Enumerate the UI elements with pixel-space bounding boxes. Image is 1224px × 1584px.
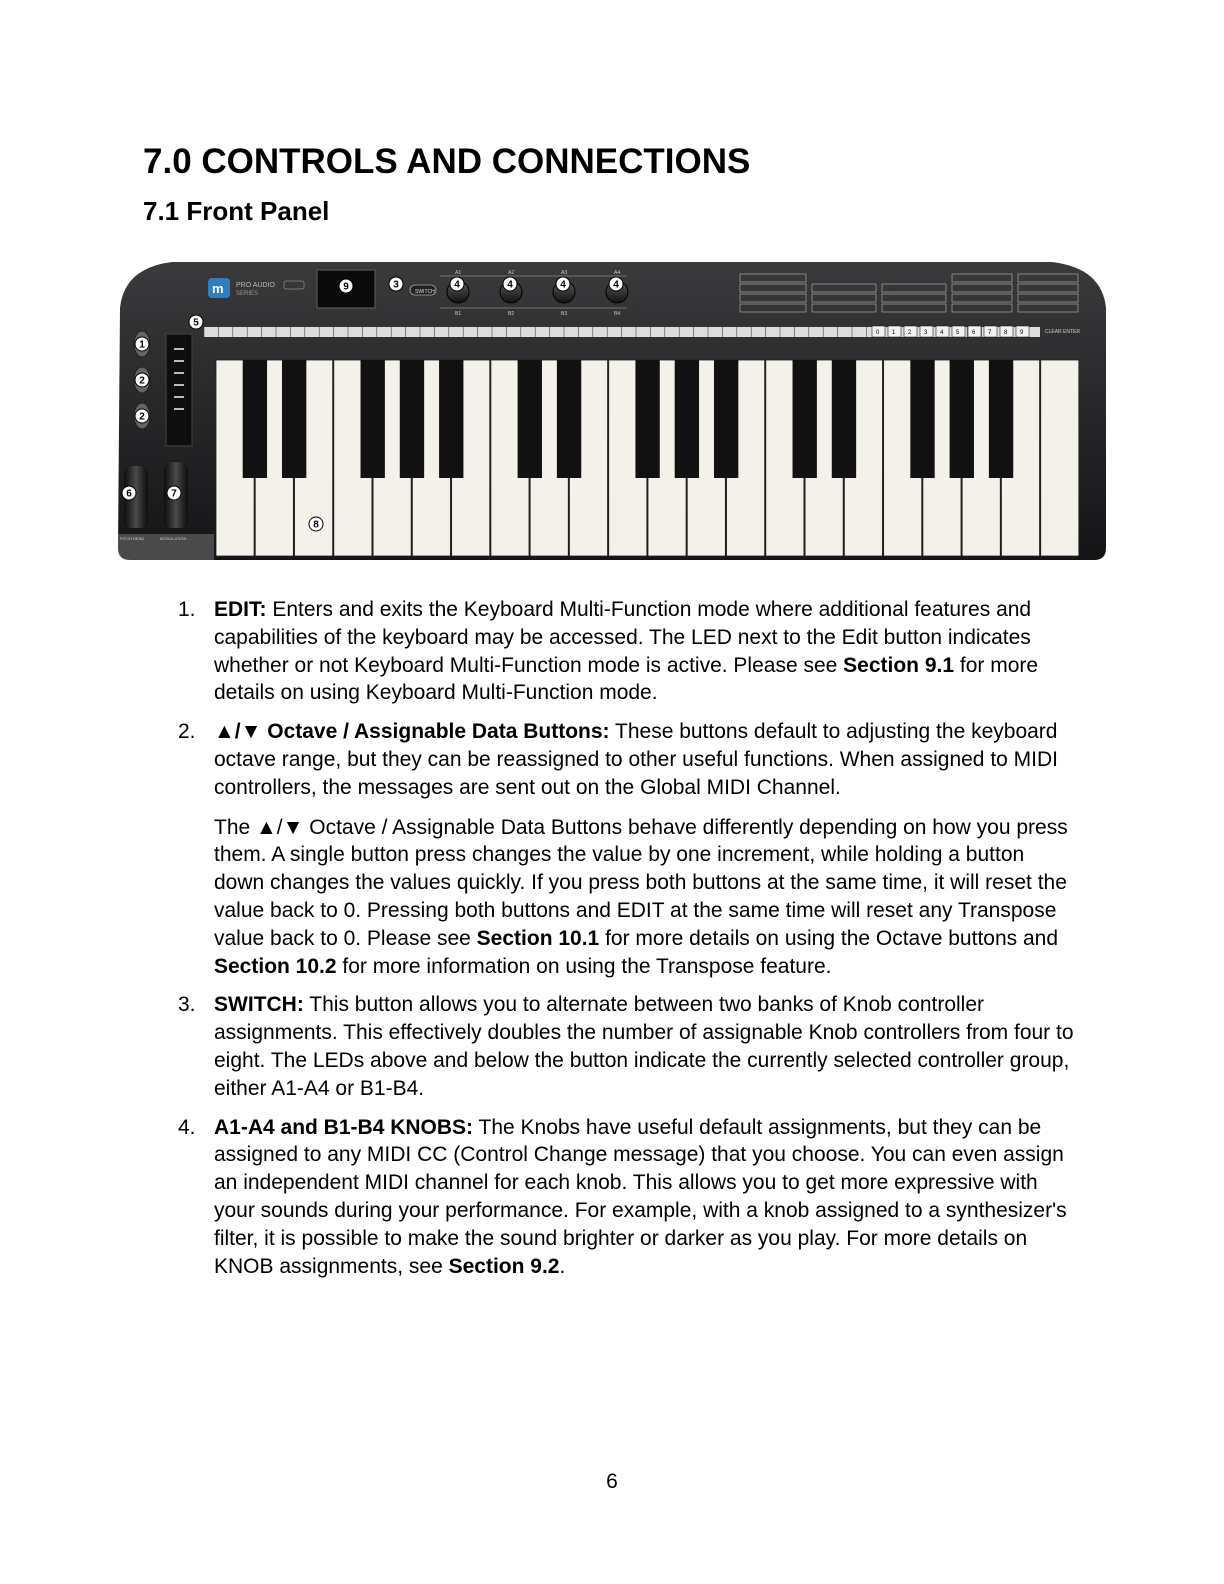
- black-key: [282, 360, 306, 478]
- knob-a-label: A4: [614, 270, 621, 276]
- callout-number: 4: [560, 279, 566, 291]
- item-text-continued: The ▲/▼ Octave / Assignable Data Buttons behave differently depending on how you press them. A single button press changes the value by one increment, while holding a button down changes the values quickly. If you press both buttons at the same time, it will reset the value back to 0. Pressing both buttons and EDIT at the same time will reset any Transpose value back to 0. Please see Section 10.1 for more details on using the Octave buttons and Section 10.2 for more information on using the Transpose feature.: [214, 815, 1068, 978]
- number-key-label: 6: [972, 330, 976, 336]
- item-number: 2.: [178, 720, 196, 744]
- section-heading: 7.0 CONTROLS AND CONNECTIONS: [143, 142, 751, 181]
- callout-number: 4: [507, 279, 513, 291]
- black-key: [439, 360, 463, 478]
- callout-number: 1: [139, 339, 145, 351]
- svg-text:SERIES: SERIES: [236, 291, 259, 297]
- item-number: 1.: [178, 598, 196, 621]
- number-key-label: 3: [924, 330, 928, 336]
- knob-b-label: B4: [614, 311, 621, 317]
- subsection-heading: 7.1 Front Panel: [143, 196, 330, 226]
- callout-number: 2: [139, 375, 145, 387]
- callout-number: 6: [126, 488, 132, 500]
- black-key: [714, 360, 738, 478]
- list-item: [176, 991, 1076, 1102]
- black-key: [243, 360, 267, 478]
- number-key-label: 7: [988, 330, 992, 336]
- black-key: [635, 360, 659, 478]
- brand-text: PRO AUDIO: [236, 282, 275, 289]
- knob-a-label: A3: [561, 270, 568, 276]
- keyboard-illustration: [112, 248, 1112, 564]
- knob-a-label: A2: [508, 270, 515, 276]
- black-key: [361, 360, 385, 478]
- item-text: EDIT: Enters and exits the Keyboard Multi-Function mode where additional features and capabilities of the keyboard may be accessed. The LED next to the Edit button indicates whether or not Keyboard Multi-Function mode is active. Please see Section 9.1 for more details on using Keyboard Multi-Function mode.: [214, 598, 1039, 705]
- item-text: ▲/▼ Octave / Assignable Data Buttons: These buttons default to adjusting the keyboard octave range, but they can be reassigned to other useful functions. When assigned to MIDI controllers, the messages are sent out on the Global MIDI Channel.: [214, 720, 1058, 799]
- black-key: [832, 360, 856, 478]
- black-key: [910, 360, 934, 478]
- item-text: SWITCH: This button allows you to alternate between two banks of Knob controller assignments. This effectively doubles the number of assignable Knob controllers from four to eight. The LEDs above and below the button indicate the currently selected controller group, either A1-A4 or B1-B4.: [214, 993, 1074, 1100]
- page-number: 6: [606, 1470, 618, 1493]
- svg-text:MODULATION: MODULATION: [160, 536, 187, 541]
- function-label-strip: [204, 326, 1040, 337]
- callout-number: 8: [313, 519, 319, 531]
- number-key-label: 5: [956, 330, 960, 336]
- callout-number: 9: [343, 281, 349, 293]
- callout-number: 3: [393, 279, 399, 291]
- knob-b-label: B2: [508, 311, 515, 317]
- list-item: [176, 596, 1076, 707]
- black-key: [793, 360, 817, 478]
- black-key: [518, 360, 542, 478]
- callout-number: 4: [613, 279, 619, 291]
- item-text: A1-A4 and B1-B4 KNOBS: The Knobs have useful default assignments, but they can be assigned to any MIDI CC (Control Change message) that you choose. You can even assign an independent MIDI channel for each knob. This allows you to get more expressive with your sounds during your performance. For example, with a knob assigned to a synthesizer's filter, it is possible to make the sound brighter or darker as you play. For more details on KNOB assignments, see Section 9.2.: [214, 1115, 1067, 1278]
- number-key-label: 4: [940, 330, 944, 336]
- callout-number: 4: [454, 279, 460, 291]
- number-key-label: 2: [908, 330, 912, 336]
- controls-list: [176, 596, 1076, 1291]
- knob-b-label: B1: [455, 311, 462, 317]
- svg-text:SWITCH: SWITCH: [415, 289, 435, 295]
- item-number: 4.: [178, 1115, 196, 1139]
- list-item: [176, 718, 1076, 980]
- black-key: [675, 360, 699, 478]
- svg-text:PITCH BEND: PITCH BEND: [120, 536, 145, 541]
- number-key-label: 9: [1020, 330, 1024, 336]
- white-key: [1041, 360, 1079, 556]
- callout-number: 5: [193, 317, 199, 329]
- number-key-label: 8: [1004, 330, 1008, 336]
- keyboard-front-panel-figure: [112, 248, 1112, 564]
- black-key: [989, 360, 1013, 478]
- number-key-label: 0: [876, 330, 880, 336]
- callout-number: 2: [139, 411, 145, 423]
- octave-slot: [166, 334, 192, 446]
- callout-number: 7: [171, 488, 177, 500]
- svg-text:m: m: [212, 281, 224, 296]
- black-key: [950, 360, 974, 478]
- black-key: [400, 360, 424, 478]
- number-key-label: 1: [892, 330, 896, 336]
- knob-b-label: B3: [561, 311, 568, 317]
- list-item: [176, 1114, 1076, 1281]
- item-number: 3.: [178, 993, 196, 1017]
- svg-text:CLEAR ENTER: CLEAR ENTER: [1045, 329, 1081, 335]
- black-key: [557, 360, 581, 478]
- knob-a-label: A1: [455, 270, 462, 276]
